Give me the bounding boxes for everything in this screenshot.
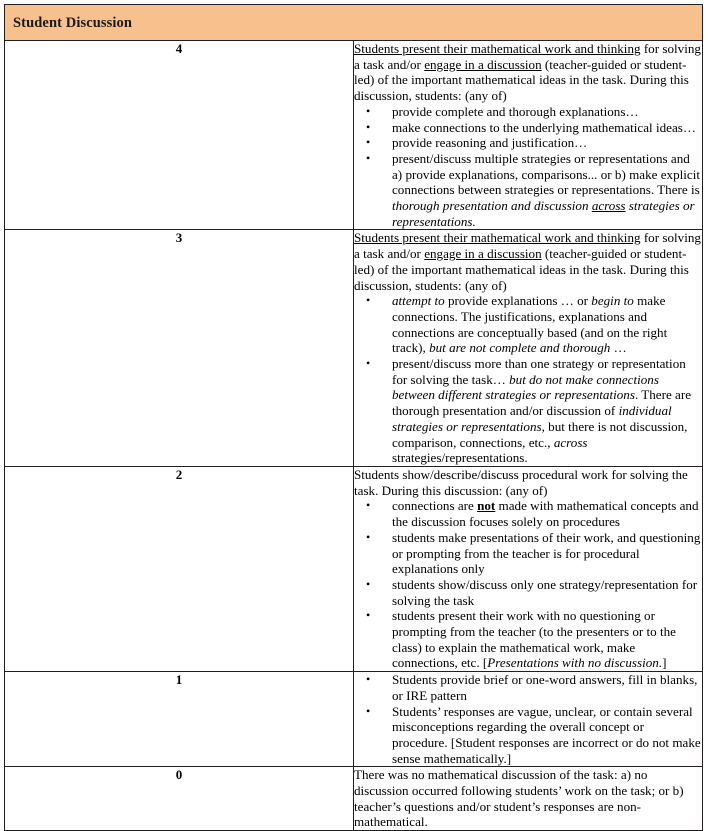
text-run: ] xyxy=(662,655,667,671)
text-run: (teacher-guided or student-led) of the important mathematical ideas in the task. During this discussion, students: (any of) xyxy=(354,56,689,104)
text-run: across xyxy=(553,434,588,450)
score-cell-3: 3 xyxy=(5,230,354,467)
text-run: There was no mathematical discussion of the task: a) no discussion occurred following students’ work on the task; or b) teacher’s questions and/or student’s responses are non-mathematical. xyxy=(354,767,684,830)
text-run: Students show/describe/discuss procedural work for solving the task. During this discussion: (any of) xyxy=(354,466,688,498)
text-run: but are not complete and thorough xyxy=(429,340,611,356)
list-item xyxy=(354,608,702,671)
text-run: for solving a task and/or xyxy=(354,230,701,262)
score-cell-0: 0 xyxy=(5,767,354,831)
list-item xyxy=(354,530,702,577)
descriptor-lead-0 xyxy=(354,767,702,830)
text-run: thorough presentation and discussion xyxy=(392,198,592,214)
text-run: make connections to the underlying mathematical ideas… xyxy=(392,119,696,135)
text-run: begin to xyxy=(591,293,634,309)
text-run: not xyxy=(477,498,496,514)
text-run: engage in a discussion xyxy=(424,56,542,72)
score-cell-4: 4 xyxy=(5,41,354,230)
text-run: provide reasoning and justification… xyxy=(392,135,588,151)
text-run: connections are xyxy=(392,498,478,514)
text-run: , but there is not discussion, comparison, connections, etc., xyxy=(392,418,688,450)
rubric-header-row xyxy=(5,5,703,41)
table-row xyxy=(5,41,703,230)
list-item xyxy=(354,498,702,529)
descriptor-bullets-2 xyxy=(354,498,702,671)
text-run: made with mathematical concepts and the discussion focuses solely on procedures xyxy=(392,498,699,530)
text-run: attempt to xyxy=(392,293,445,309)
bullet-icon: • xyxy=(366,529,371,544)
text-run: provide complete and thorough explanations… xyxy=(392,103,639,119)
score-cell-1: 1 xyxy=(5,672,354,767)
rubric-table-body xyxy=(5,5,703,831)
text-run: Students’ responses are vague, unclear, or contain several misconceptions regarding the overall concept or procedure. [Student responses are incorrect or do not make sense mathematically.] xyxy=(392,703,701,766)
list-item xyxy=(354,151,702,230)
text-run: Students provide brief or one-word answers, fill in blanks, or IRE pattern xyxy=(392,672,698,703)
descriptor-bullets-3 xyxy=(354,293,702,466)
table-row xyxy=(5,767,703,831)
list-item xyxy=(354,672,702,703)
table-row xyxy=(5,230,703,467)
descriptor-lead-4 xyxy=(354,41,702,104)
text-run: (teacher-guided or student-led) of the important mathematical ideas in the task. During this discussion, students: (any of) xyxy=(354,246,689,293)
list-item xyxy=(354,356,702,466)
table-row xyxy=(5,672,703,767)
list-item xyxy=(354,704,702,767)
text-run: Presentations with no discussion. xyxy=(487,655,663,671)
text-run: strategies/representations. xyxy=(392,450,528,466)
bullet-icon: • xyxy=(366,703,371,718)
text-run: strategies or representations. xyxy=(392,198,695,229)
list-item xyxy=(354,104,702,120)
table-row xyxy=(5,466,703,671)
bullet-icon: • xyxy=(366,135,371,150)
text-run: but do not make connections between different strategies or representations xyxy=(392,371,659,403)
list-item xyxy=(354,577,702,608)
student-discussion-rubric-table xyxy=(4,4,703,831)
list-item xyxy=(354,135,702,151)
list-item xyxy=(354,293,702,356)
descriptor-cell-4 xyxy=(354,41,703,230)
score-cell-2: 2 xyxy=(5,466,354,671)
text-run: … xyxy=(610,340,627,356)
text-run: provide explanations … or xyxy=(444,293,592,309)
bullet-icon: • xyxy=(366,293,371,308)
page-title: Student Discussion xyxy=(13,14,133,31)
list-item xyxy=(354,120,702,136)
text-run: students present their work with no questioning or prompting from the teacher (to the presenters or to the class) to explain the mathematical work, make connections, etc. [ xyxy=(392,608,676,671)
descriptor-cell-2 xyxy=(354,466,703,671)
text-run: across xyxy=(591,198,626,214)
text-run: present/discuss more than one strategy or representation for solving the task… xyxy=(392,356,686,387)
text-run: present/discuss multiple strategies or representations and a) provide explanations, comparisons... or b) make explicit connections between strategies or representations. There is xyxy=(392,150,700,198)
descriptor-cell-0 xyxy=(354,767,703,831)
bullet-icon: • xyxy=(366,498,371,513)
descriptor-lead-3 xyxy=(354,230,702,293)
bullet-icon: • xyxy=(366,150,371,165)
text-run: Students present their mathematical work and thinking xyxy=(354,230,641,246)
descriptor-cell-3 xyxy=(354,230,703,467)
text-run: . There are thorough presentation and/or discussion of xyxy=(392,387,692,419)
text-run: Students present their mathematical work and thinking xyxy=(354,41,641,56)
bullet-icon: • xyxy=(366,356,371,371)
bullet-icon: • xyxy=(366,672,371,687)
text-run: students make presentations of their work, and questioning or prompting from the teacher is for procedural explanations only xyxy=(392,529,701,577)
bullet-icon: • xyxy=(366,608,371,623)
bullet-icon: • xyxy=(366,119,371,134)
text-run: individual strategies or representations xyxy=(392,403,672,434)
text-run: students show/discuss only one strategy/representation for solving the task xyxy=(392,576,698,608)
text-run: make connections. The justifications, explanations and connections are conceptually based (and on the right track), xyxy=(392,293,668,356)
text-run: engage in a discussion xyxy=(424,246,542,262)
descriptor-bullets-1 xyxy=(354,672,702,766)
descriptor-bullets-4 xyxy=(354,104,702,230)
bullet-icon: • xyxy=(366,103,371,118)
descriptor-lead-2 xyxy=(354,467,702,498)
text-run: for solving a task and/or xyxy=(354,41,701,72)
descriptor-cell-1 xyxy=(354,672,703,767)
bullet-icon: • xyxy=(366,576,371,591)
rubric-header-cell xyxy=(5,5,703,41)
